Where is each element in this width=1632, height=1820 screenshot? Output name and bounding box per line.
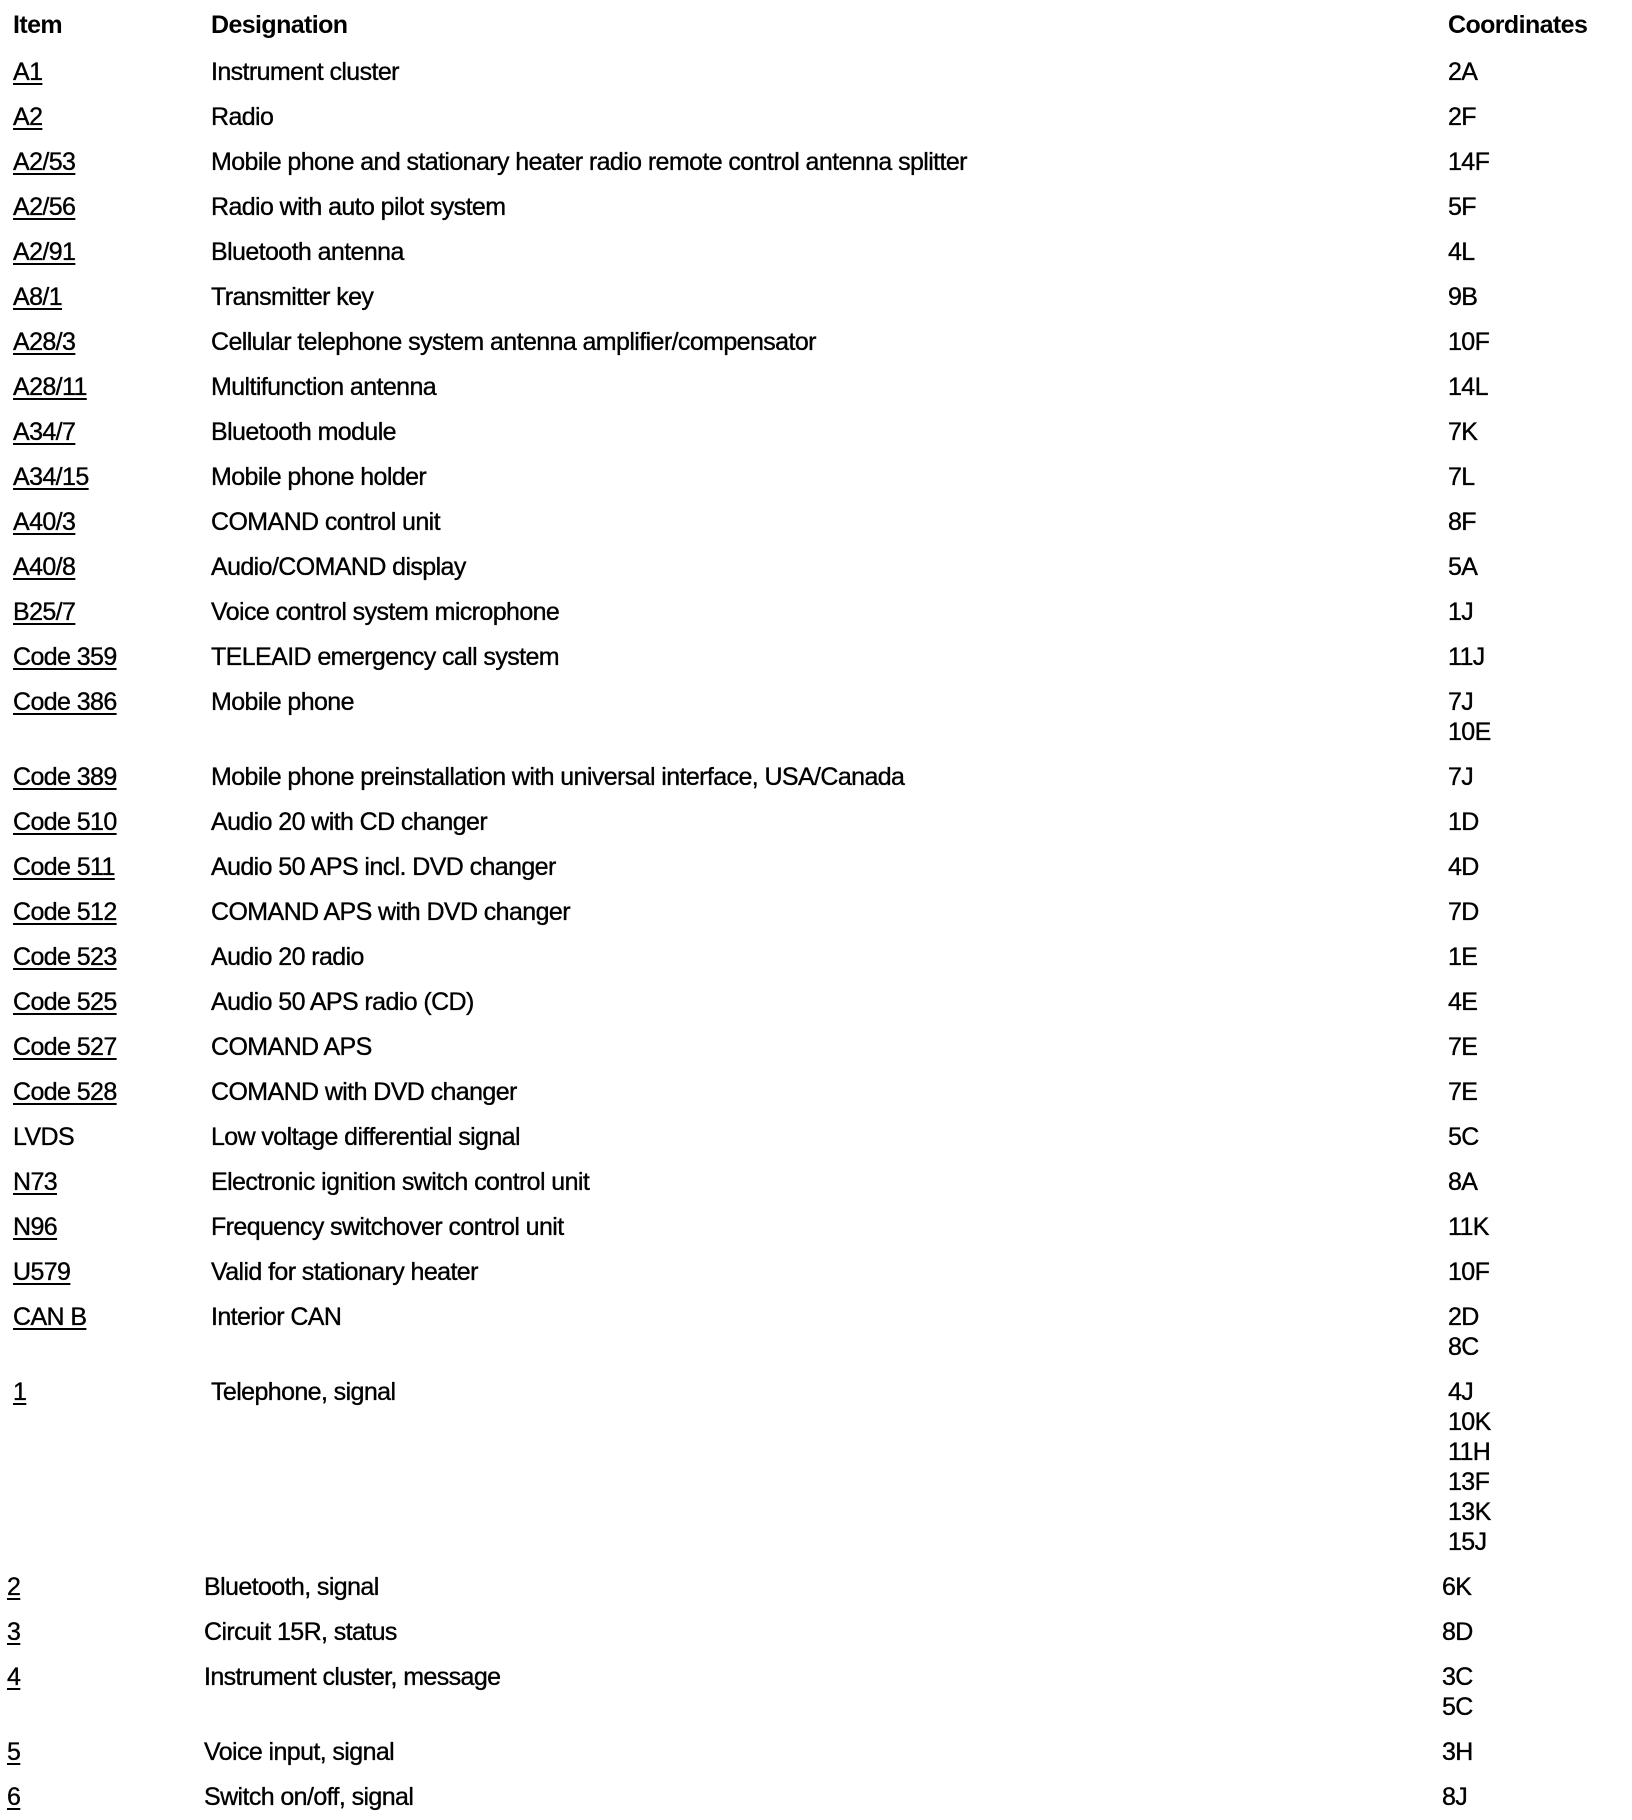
item-link[interactable]: N73 <box>13 1168 58 1196</box>
coordinate-value: 8J <box>1442 1783 1468 1811</box>
coordinates-cell <box>1448 282 1477 312</box>
coordinates-cell <box>1448 1077 1477 1107</box>
coordinate-value: 10E <box>1448 718 1491 746</box>
coordinate-value: 7D <box>1448 898 1479 926</box>
coordinate-value: 3C <box>1442 1663 1473 1691</box>
coordinate-value: 1D <box>1448 808 1479 836</box>
designation-text: Bluetooth module <box>211 418 396 446</box>
coordinate-value: 10K <box>1448 1408 1491 1436</box>
coordinates-cell <box>1448 372 1488 402</box>
coordinate-value: 7J <box>1448 688 1474 716</box>
item-link[interactable]: 5 <box>7 1738 21 1766</box>
item-link[interactable]: U579 <box>13 1258 71 1286</box>
coordinate-value: 7E <box>1448 1033 1478 1061</box>
item-link[interactable]: A34/7 <box>13 418 76 446</box>
designation-text: Bluetooth antenna <box>211 238 404 266</box>
coordinates-cell <box>1448 762 1473 792</box>
coordinates-cell <box>1442 1572 1471 1602</box>
coordinates-cell <box>1448 1257 1489 1287</box>
designation-text: Audio 50 APS radio (CD) <box>211 988 474 1016</box>
coordinate-value: 11J <box>1448 643 1485 671</box>
coordinates-cell <box>1448 897 1479 927</box>
header-item: Item <box>13 11 63 39</box>
coordinates-cell <box>1442 1662 1473 1722</box>
coordinates-cell <box>1442 1617 1473 1647</box>
item-link[interactable]: A2 <box>13 103 43 131</box>
designation-text: Mobile phone holder <box>211 463 427 491</box>
item-link[interactable]: 1 <box>13 1378 27 1406</box>
designation-text: COMAND APS with DVD changer <box>211 898 570 926</box>
designation-text: Transmitter key <box>211 283 374 311</box>
coordinate-value: 14F <box>1448 148 1490 176</box>
designation-text: Mobile phone <box>211 688 354 716</box>
item-link[interactable]: Code 512 <box>13 898 117 926</box>
coordinates-cell <box>1448 987 1477 1017</box>
header-coordinates: Coordinates <box>1448 11 1588 39</box>
designation-text: Radio <box>211 103 274 131</box>
item-link[interactable]: Code 528 <box>13 1078 117 1106</box>
coordinates-cell <box>1448 147 1489 177</box>
coordinate-value: 6K <box>1442 1573 1472 1601</box>
coordinate-value: 13F <box>1448 1468 1490 1496</box>
item-link[interactable]: Code 510 <box>13 808 117 836</box>
designation-text: Mobile phone and stationary heater radio remote control antenna splitter <box>211 148 967 176</box>
designation-text: Mobile phone preinstallation with universal interface, USA/Canada <box>211 763 905 791</box>
coordinate-value: 8F <box>1448 508 1476 536</box>
item-link[interactable]: Code 359 <box>13 643 117 671</box>
coordinate-value: 11H <box>1448 1438 1491 1466</box>
designation-text: Cellular telephone system antenna amplifier/compensator <box>211 328 816 356</box>
item-link[interactable]: A1 <box>13 58 43 86</box>
item-link[interactable]: Code 523 <box>13 943 117 971</box>
coordinates-cell <box>1448 462 1475 492</box>
designation-text: Audio 20 radio <box>211 943 364 971</box>
coordinate-value: 2F <box>1448 103 1476 131</box>
coordinates-cell <box>1448 192 1476 222</box>
item-link[interactable]: N96 <box>13 1213 58 1241</box>
coordinate-value: 1J <box>1448 598 1474 626</box>
item-link[interactable]: Code 527 <box>13 1033 117 1061</box>
coordinate-value: 9B <box>1448 283 1478 311</box>
coordinates-cell <box>1448 597 1473 627</box>
coordinates-cell <box>1448 507 1476 537</box>
coordinates-cell <box>1448 807 1479 837</box>
designation-text: COMAND control unit <box>211 508 440 536</box>
designation-text: Telephone, signal <box>211 1378 396 1406</box>
designation-text: Audio 20 with CD changer <box>211 808 488 836</box>
item-link[interactable]: A40/8 <box>13 553 76 581</box>
item-link[interactable]: A2/56 <box>13 193 76 221</box>
designation-text: Circuit 15R, status <box>204 1618 397 1646</box>
coordinates-cell <box>1448 1302 1479 1362</box>
coordinate-value: 1E <box>1448 943 1478 971</box>
coordinate-value: 7J <box>1448 763 1474 791</box>
coordinates-cell <box>1448 1032 1477 1062</box>
designation-text: Voice control system microphone <box>211 598 560 626</box>
designation-text: Multifunction antenna <box>211 373 437 401</box>
coordinate-value: 14L <box>1448 373 1488 401</box>
item-link[interactable]: A2/91 <box>13 238 76 266</box>
coordinates-cell <box>1442 1737 1473 1767</box>
coordinate-value: 4E <box>1448 988 1478 1016</box>
coordinates-cell <box>1448 852 1479 882</box>
coordinate-value: 10F <box>1448 328 1490 356</box>
coordinate-value: 2A <box>1448 58 1478 86</box>
item-link[interactable]: 3 <box>7 1618 21 1646</box>
coordinate-value: 13K <box>1448 1498 1491 1526</box>
designation-text: COMAND with DVD changer <box>211 1078 517 1106</box>
coordinate-value: 15J <box>1448 1528 1487 1556</box>
coordinates-cell <box>1448 687 1491 747</box>
coordinate-value: 7L <box>1448 463 1475 491</box>
designation-text: TELEAID emergency call system <box>211 643 559 671</box>
coordinates-cell <box>1448 1377 1491 1557</box>
coordinate-value: 5A <box>1448 553 1478 581</box>
coordinate-value: 4L <box>1448 238 1475 266</box>
coordinates-cell <box>1448 102 1476 132</box>
coordinate-value: 8C <box>1448 1333 1479 1361</box>
designation-text: Low voltage differential signal <box>211 1123 520 1151</box>
coordinate-value: 2D <box>1448 1303 1479 1331</box>
coordinate-value: 4J <box>1448 1378 1474 1406</box>
coordinates-cell <box>1442 1782 1467 1812</box>
item-link[interactable]: Code 525 <box>13 988 117 1016</box>
coordinate-value: 8D <box>1442 1618 1473 1646</box>
item-link[interactable]: Code 511 <box>13 853 115 881</box>
designation-text: Voice input, signal <box>204 1738 395 1766</box>
item-link[interactable]: A34/15 <box>13 463 89 491</box>
coordinates-cell <box>1448 552 1477 582</box>
designation-text: Instrument cluster, message <box>204 1663 501 1691</box>
coordinate-value: 8A <box>1448 1168 1478 1196</box>
item-link[interactable]: CAN B <box>13 1303 87 1331</box>
coordinate-value: 5C <box>1448 1123 1479 1151</box>
coordinates-cell <box>1448 1122 1479 1152</box>
coordinates-cell <box>1448 1212 1489 1242</box>
item-link[interactable]: Code 389 <box>13 763 117 791</box>
item-link[interactable]: 4 <box>7 1663 21 1691</box>
designation-text: Audio 50 APS incl. DVD changer <box>211 853 556 881</box>
item-link[interactable]: A8/1 <box>13 283 63 311</box>
coordinates-cell <box>1448 57 1477 87</box>
designation-text: Interior CAN <box>211 1303 342 1331</box>
coordinate-value: 5F <box>1448 193 1476 221</box>
coordinate-value: 3H <box>1442 1738 1473 1766</box>
designation-text: COMAND APS <box>211 1033 372 1061</box>
designation-text: Instrument cluster <box>211 58 399 86</box>
coordinates-cell <box>1448 1167 1477 1197</box>
designation-text: Valid for stationary heater <box>211 1258 478 1286</box>
coordinates-cell <box>1448 327 1489 357</box>
item-link[interactable]: A2/53 <box>13 148 76 176</box>
coordinate-value: 4D <box>1448 853 1479 881</box>
item-link[interactable]: 2 <box>7 1573 21 1601</box>
designation-text: Frequency switchover control unit <box>211 1213 564 1241</box>
item-label: LVDS <box>13 1123 75 1151</box>
designation-text: Audio/COMAND display <box>211 553 466 581</box>
header-designation: Designation <box>211 11 348 39</box>
coordinates-cell <box>1448 417 1477 447</box>
item-link[interactable]: A28/3 <box>13 328 76 356</box>
designation-text: Switch on/off, signal <box>204 1783 414 1811</box>
coordinate-value: 5C <box>1442 1693 1473 1721</box>
coordinates-cell <box>1448 642 1485 672</box>
coordinates-cell <box>1448 237 1475 267</box>
designation-text: Bluetooth, signal <box>204 1573 379 1601</box>
designation-text: Electronic ignition switch control unit <box>211 1168 590 1196</box>
coordinate-value: 11K <box>1448 1213 1489 1241</box>
coordinate-value: 7E <box>1448 1078 1478 1106</box>
item-link[interactable]: Code 386 <box>13 688 117 716</box>
coordinates-cell <box>1448 942 1477 972</box>
designation-text: Radio with auto pilot system <box>211 193 506 221</box>
coordinate-value: 10F <box>1448 1258 1490 1286</box>
item-link[interactable]: 6 <box>7 1783 21 1811</box>
item-link[interactable]: B25/7 <box>13 598 76 626</box>
item-link[interactable]: A40/3 <box>13 508 76 536</box>
item-link[interactable]: A28/11 <box>13 373 87 401</box>
coordinate-value: 7K <box>1448 418 1478 446</box>
